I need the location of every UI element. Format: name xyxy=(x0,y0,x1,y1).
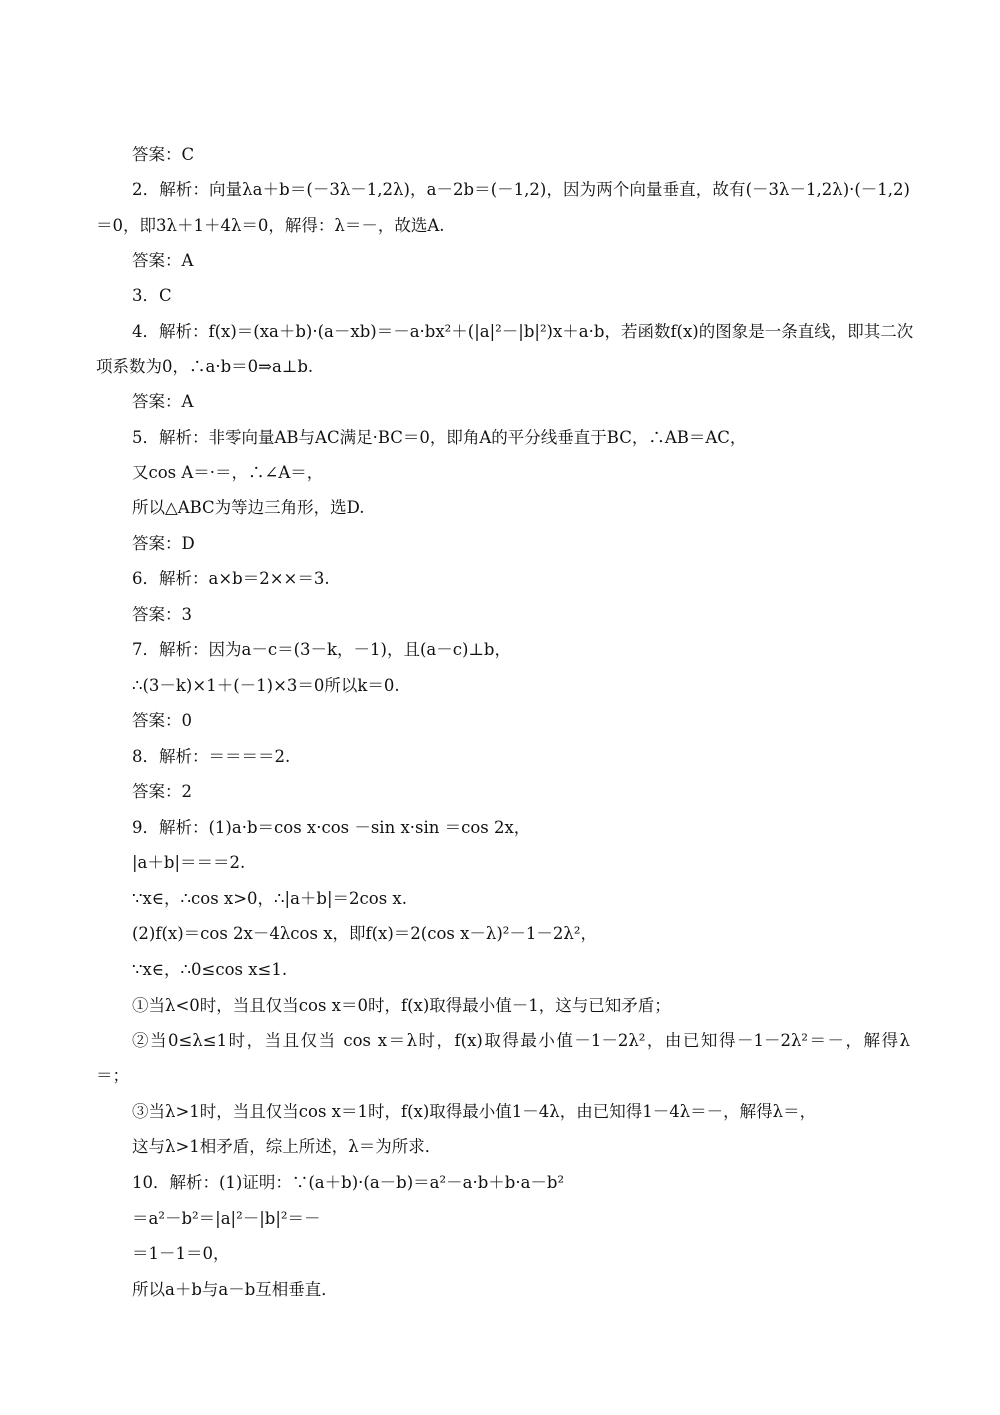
text-line: 3．C xyxy=(132,286,172,305)
text-line: ＝a²－b²＝|a|²－|b|²＝－ xyxy=(132,1209,321,1228)
text-line: 2．解析：向量λa＋b＝(－3λ－1,2λ)，a－2b＝(－1,2)，因为两个向量垂直，故有(－3λ－1,2λ)·(－1,2) xyxy=(132,180,910,199)
text-line: |a＋b|＝＝＝2. xyxy=(132,853,246,872)
text-line: 所以a＋b与a－b互相垂直． xyxy=(132,1280,338,1299)
text-line: 8．解析：＝＝＝＝2. xyxy=(132,747,291,766)
text-line: 答案：A xyxy=(132,392,194,411)
text-line: 答案：A xyxy=(132,251,194,270)
text-line: 5．解析：非零向量AB与AC满足·BC＝0，即角A的平分线垂直于BC，∴AB＝AC， xyxy=(132,428,747,447)
text-line: ∵x∈，∴cos x>0，∴|a＋b|＝2cos x. xyxy=(132,889,407,908)
text-line: ②当0≤λ≤1时，当且仅当 cos x＝λ时，f(x)取得最小值－1－2λ²，由已知得－1－2λ²＝－，解得λ xyxy=(132,1031,910,1050)
text-line: 又cos A＝·＝，∴∠A＝， xyxy=(132,463,324,482)
text-line: ③当λ>1时，当且仅当cos x＝1时，f(x)取得最小值1－4λ，由已知得1－4λ＝－，解得λ＝， xyxy=(132,1102,817,1121)
text-line: 答案：3 xyxy=(132,605,192,624)
text-line: 4．解析：f(x)＝(xa＋b)·(a－xb)＝－a·bx²＋(|a|²－|b|²)x＋a·b，若函数f(x)的图象是一条直线，即其二次 xyxy=(132,322,914,341)
text-line: ＝1－1＝0， xyxy=(132,1244,230,1263)
text-line: ∵x∈，∴0≤cos x≤1. xyxy=(132,960,288,979)
text-line: ①当λ<0时，当且仅当cos x＝0时，f(x)取得最小值－1，这与已知矛盾； xyxy=(132,996,671,1015)
text-line: 6．解析：a×b＝2××＝3. xyxy=(132,569,330,588)
text-line: 所以△ABC为等边三角形，选D. xyxy=(132,498,365,517)
text-line: 这与λ>1相矛盾，综上所述，λ＝为所求． xyxy=(132,1137,442,1156)
text-line: 答案：2 xyxy=(132,782,192,801)
text-line: ＝； xyxy=(96,1066,129,1085)
text-line: 7．解析：因为a－c＝(3－k，－1)，且(a－c)⊥b， xyxy=(132,640,511,659)
text-line: 答案：D xyxy=(132,534,195,553)
text-line: 项系数为0，∴a·b＝0⇒a⊥b. xyxy=(96,357,314,376)
text-line: (2)f(x)＝cos 2x－4λcos x，即f(x)＝2(cos x－λ)²－1－2λ²， xyxy=(132,924,597,943)
text-line: 答案：C xyxy=(132,145,195,164)
text-line: 答案：0 xyxy=(132,711,192,730)
text-line: ＝0，即3λ＋1＋4λ＝0，解得：λ＝－，故选A. xyxy=(96,216,445,235)
text-line: 9．解析：(1)a·b＝cos x·cos －sin x·sin ＝cos 2x， xyxy=(132,818,531,837)
text-line: 10．解析：(1)证明：∵(a＋b)·(a－b)＝a²－a·b＋b·a－b² xyxy=(132,1173,565,1192)
text-line: ∴(3－k)×1＋(－1)×3＝0所以k＝0. xyxy=(132,676,400,695)
